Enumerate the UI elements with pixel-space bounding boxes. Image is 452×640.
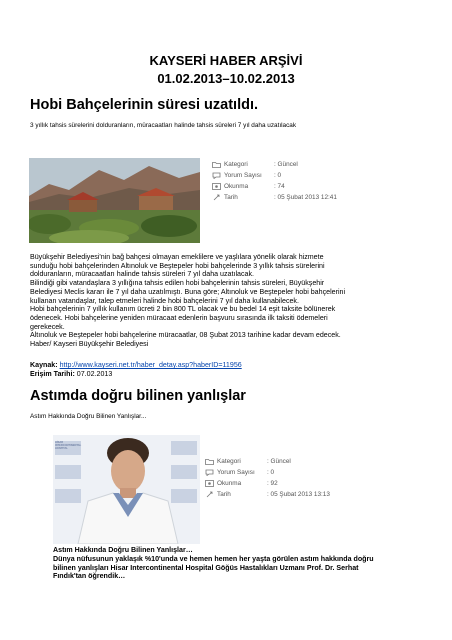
calendar-icon <box>205 491 214 498</box>
body-line: Altınoluk ve Beştepeler hobi bahçelerine müracaatlar, 08 Şubat 2013 tarihine kadar devam edecek. <box>30 331 341 340</box>
meta-row <box>205 480 278 491</box>
body-line: ödenecek. Hobi bahçelerine yeniden müracaat edenlerin başvuru sırasında ilk taksiti ödemeleri <box>30 313 328 322</box>
lead-line: Fındık'tan öğrendik… <box>53 572 126 581</box>
body-line: Hobi bahçelerinin 7 yıllık kullanım ücreti 2 bin 800 TL olacak ve bu bedel 14 eşit taksite bölünerek <box>30 305 336 314</box>
body-line: Bilindiği gibi vatandaşlara 3 yıllığına tahsis edilen hobi bahçelerinin tahsis süreleri, Büyükşehir <box>30 279 325 288</box>
meta-row <box>212 172 281 183</box>
meta-label: Yorum Sayısı <box>217 469 255 476</box>
lead-line: bilinen yanlışları Hisar Intercontinental Hospital Göğüs Hastalıkları Uzmanı Prof. Dr. Serhat <box>53 563 359 572</box>
meta-row <box>212 161 298 172</box>
source-link[interactable]: http://www.kayseri.net.tr/haber_detay.asp?haberID=11956 <box>59 361 242 369</box>
meta-row <box>205 458 291 469</box>
meta-label: Okunma <box>217 480 242 487</box>
meta-value: : 05 Şubat 2013 13:13 <box>267 491 330 498</box>
meta-row <box>205 469 274 480</box>
eye-icon <box>205 480 214 487</box>
meta-row <box>212 183 285 194</box>
comment-icon <box>212 172 221 179</box>
source-line <box>30 361 440 370</box>
archive-title: KAYSERİ HABER ARŞİVİ <box>149 53 303 68</box>
access-label: Erişim Tarihi: <box>30 370 75 378</box>
archive-date-range: 01.02.2013–10.02.2013 <box>157 71 295 86</box>
lead-title: Astım Hakkında Doğru Bilinen Yanlışlar… <box>53 546 193 554</box>
meta-label: Kategori <box>224 161 248 168</box>
source-label: Kaynak: <box>30 361 58 369</box>
access-line <box>30 370 440 379</box>
meta-value: : 92 <box>267 480 278 487</box>
meta-label: Kategori <box>217 458 241 465</box>
body-line: dolduranların, müracaatları halinde tahsis süreleri 7 yıl daha uzatılacak. <box>30 270 254 279</box>
access-date: 07.02.2013 <box>76 370 113 378</box>
meta-row <box>205 491 330 502</box>
lead-paragraph <box>53 555 433 581</box>
folder-icon <box>212 161 221 168</box>
meta-value: : Güncel <box>274 161 298 168</box>
body-line: gerekecek. <box>30 322 65 331</box>
meta-value: : 05 Şubat 2013 12:41 <box>274 194 337 201</box>
article-summary: Astım Hakkında Doğru Bilinen Yanlışlar... <box>30 413 147 420</box>
article-title: Hobi Bahçelerinin süresi uzatıldı. <box>30 97 259 113</box>
meta-value: : Güncel <box>267 458 291 465</box>
article-meta <box>212 161 412 207</box>
meta-value: : 74 <box>274 183 285 190</box>
body-line: Haber/ Kayseri Büyükşehir Belediyesi <box>30 340 149 349</box>
body-line: Büyükşehir Belediyesi'nin bağ bahçesi olmayan emeklilere ve yaşlılara yönelik olarak hizmete <box>30 253 324 261</box>
eye-icon <box>212 183 221 190</box>
comment-icon <box>205 469 214 476</box>
meta-value: : 0 <box>267 469 275 476</box>
calendar-icon <box>212 194 221 201</box>
article-meta <box>205 458 405 504</box>
meta-label: Tarih <box>217 491 231 498</box>
meta-label: Tarih <box>224 194 238 201</box>
body-line: sunduğu hobi bahçelerinden Altınoluk ve Beştepeler hobi bahçelerinde 3 yıllık tahsis sürelerini <box>30 261 325 270</box>
meta-row <box>212 194 337 205</box>
body-line: kullanan vatandaşlar, talep etmeleri halinde hobi bahçelerini 7 yıl daha kullanabilecek. <box>30 296 299 305</box>
body-line: Belediyesi Meclis kararı ile 7 yıl daha uzatılmıştı. Buna göre; Altınoluk ve Beştepeler hobi bahçelerini <box>30 287 346 296</box>
article-body <box>30 253 430 349</box>
folder-icon <box>205 458 214 465</box>
lead-line: Dünya nüfusunun yaklaşık %10'unda ve hemen hemen her yaşta görülen astım hakkında doğru <box>53 555 374 563</box>
article-summary: 3 yıllık tahsis sürelerini dolduranların, müracaatları halinde tahsis süreleri 7 yıl daha uzatılacak <box>30 122 297 129</box>
doctor-photo <box>53 435 200 544</box>
article-title: Astımda doğru bilinen yanlışlar <box>30 388 246 404</box>
meta-label: Yorum Sayısı <box>224 172 262 179</box>
garden-photo <box>29 158 200 243</box>
meta-label: Okunma <box>224 183 249 190</box>
hospital-logo-text: HİSAR INTERCONTINENTAL HOSPITAL <box>55 441 82 450</box>
meta-value: : 0 <box>274 172 282 179</box>
